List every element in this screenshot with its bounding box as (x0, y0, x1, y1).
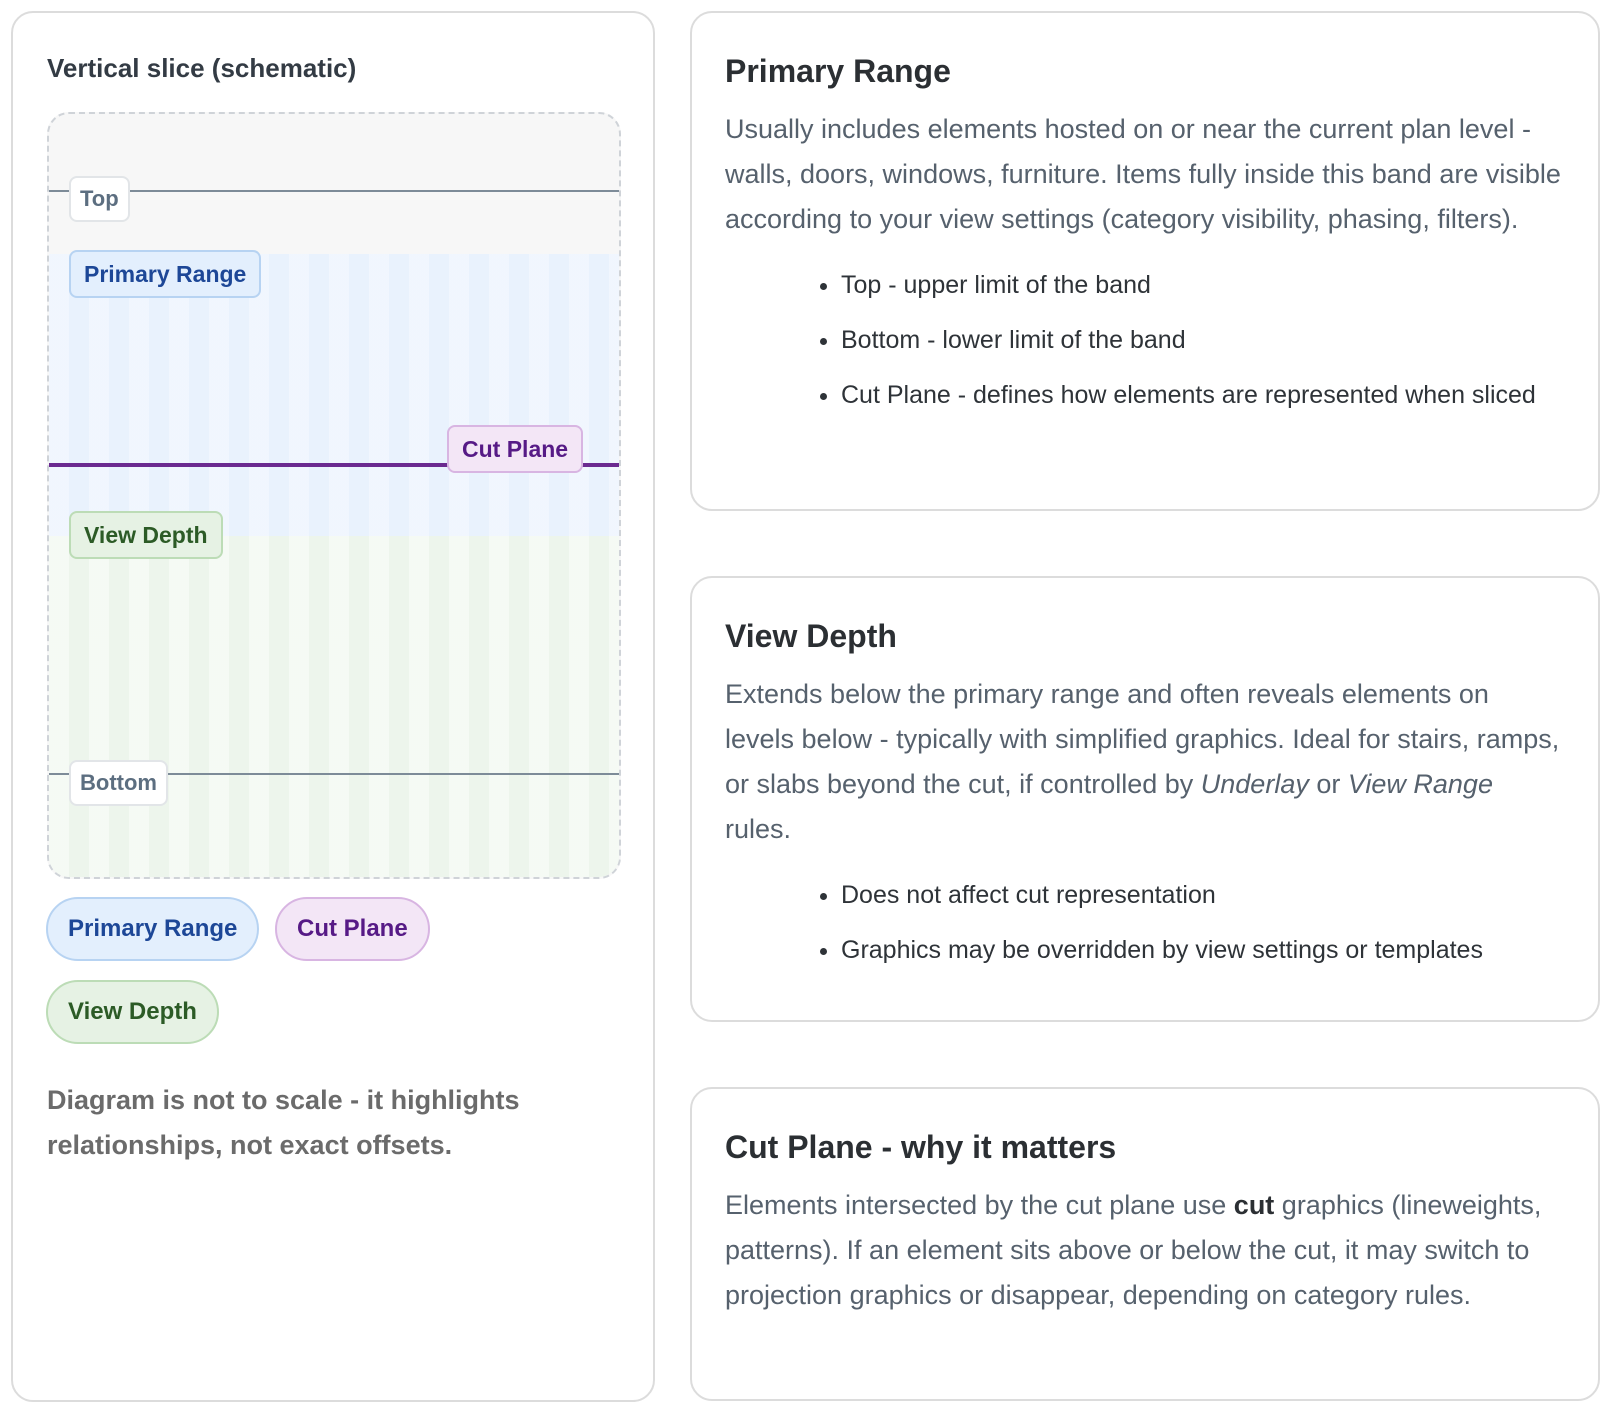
body-text: Extends below the primary range and often reveals elements on levels below - typically with simplified graphics. Ideal for stairs, ramps, or slabs beyond the cut, if controlled by (725, 679, 1560, 799)
view-depth-list (725, 868, 1565, 978)
body-text: Elements intersected by the cut plane use (725, 1190, 1234, 1220)
primary-range-label: Primary Range (69, 250, 261, 298)
body-text: rules. (725, 814, 792, 844)
view-range-term: View Range (1347, 769, 1493, 799)
list-item: • Does not affect cut representation (841, 868, 1565, 923)
primary-range-heading: Primary Range (725, 53, 951, 89)
cut-plane-heading: Cut Plane - why it matters (725, 1129, 1117, 1165)
list-item: • Cut Plane - defines how elements are represented when sliced (841, 368, 1565, 423)
cut-plane-label: Cut Plane (447, 425, 583, 473)
cut-term: cut (1233, 1190, 1275, 1220)
primary-range-card (690, 11, 1600, 511)
vertical-slice-diagram (47, 112, 621, 879)
cut-plane-body (725, 1183, 1565, 1318)
bottom-label: Bottom (69, 760, 168, 806)
legend-view-depth: View Depth (46, 980, 219, 1044)
top-line (49, 190, 619, 192)
cut-plane-card (690, 1087, 1600, 1401)
schematic-card (11, 11, 655, 1402)
list-item: • Top - upper limit of the band (841, 258, 1565, 313)
view-depth-band (49, 536, 619, 879)
view-depth-heading: View Depth (725, 618, 897, 654)
schematic-title: Vertical slice (schematic) (47, 53, 357, 83)
primary-range-list (725, 258, 1565, 423)
primary-range-body: Usually includes elements hosted on or near the current plan level - walls, doors, windows, furniture. Items fully inside this band are visible according to your view settings (category visibility, phasing, filters). (725, 114, 1561, 234)
top-label: Top (69, 176, 130, 222)
underlay-term: Underlay (1200, 769, 1309, 799)
body-text: graphics (lineweights, patterns). If an element sits above or below the cut, it may switch to projection graphics or disappear, depending on category rules. (725, 1190, 1542, 1310)
list-item: • Graphics may be overridden by view settings or templates (841, 923, 1565, 978)
legend-primary-range: Primary Range (46, 897, 259, 961)
scale-note: Diagram is not to scale - it highlights relationships, not exact offsets. (47, 1085, 520, 1160)
legend-cut-plane: Cut Plane (275, 897, 430, 961)
view-depth-label: View Depth (69, 511, 223, 559)
body-text: or (1308, 769, 1348, 799)
view-depth-body (725, 672, 1565, 852)
view-depth-card (690, 576, 1600, 1022)
list-item: • Bottom - lower limit of the band (841, 313, 1565, 368)
